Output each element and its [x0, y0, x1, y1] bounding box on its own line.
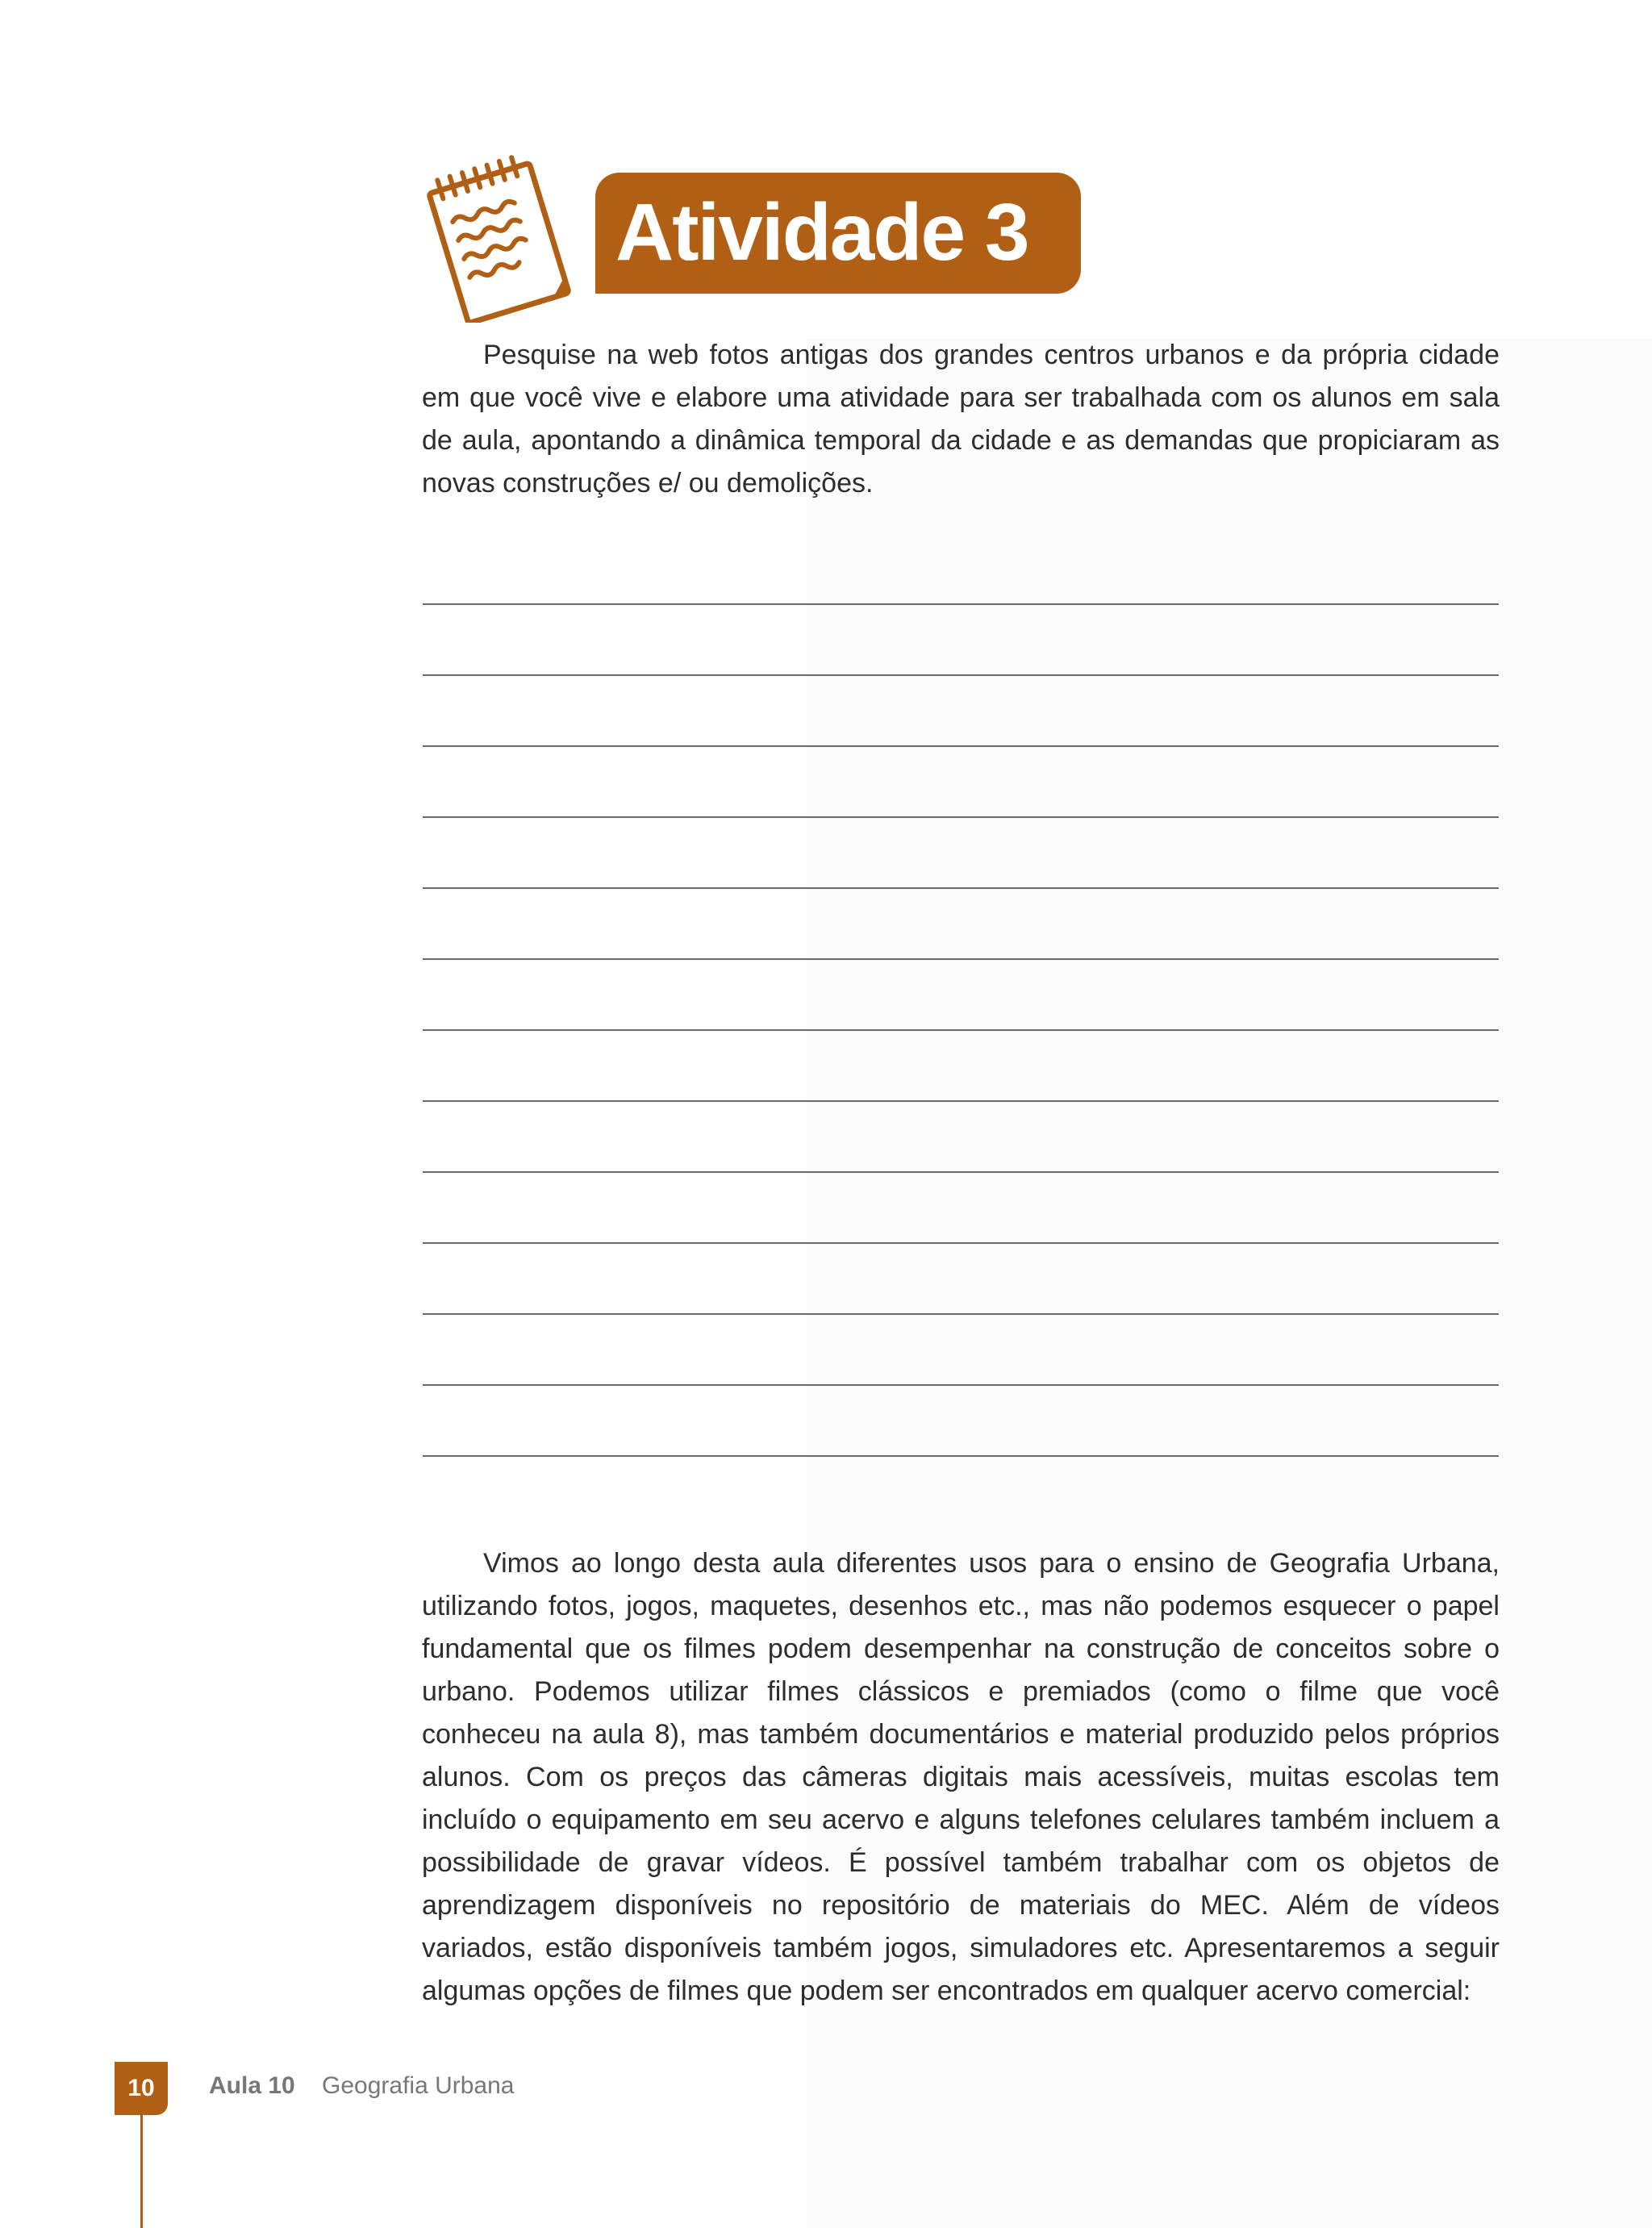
answer-line[interactable] — [423, 1242, 1499, 1244]
body-paragraph — [422, 1542, 1500, 2013]
answer-line[interactable] — [423, 1100, 1499, 1102]
answer-line[interactable] — [423, 1029, 1499, 1031]
activity-title: Atividade 3 — [615, 187, 1028, 277]
page-number: 10 — [115, 2062, 168, 2115]
activity-prompt — [422, 334, 1500, 505]
answer-line[interactable] — [423, 816, 1499, 818]
answer-line[interactable] — [423, 887, 1499, 889]
body-paragraph-text: Vimos ao longo desta aula diferentes usos para o ensino de Geografia Urbana, utilizando fotos, jogos, maquetes, desenhos etc., mas não podemos esquecer o papel fundamental que os filmes podem desempenhar na construção de conceitos sobre o urbano. Podemos utilizar filmes clássicos e premiados (como o filme que você conheceu na aula 8), mas também documentários e material produzido pelos próprios alunos. Com os preços das câmeras digitais mais acessíveis, muitas escolas tem incluído o equipamento em seu acervo e alguns telefones celulares também incluem a possibilidade de gravar vídeos. É possível também trabalhar com os objetos de aprendizagem disponíveis no repositório de materiais do MEC. Além de vídeos variados, estão disponíveis também jogos, simuladores etc. Apresentaremos a seguir algumas opções de filmes que podem ser encontrados em qualquer acervo comercial: — [422, 1548, 1500, 2006]
answer-line[interactable] — [423, 958, 1499, 960]
answer-line[interactable] — [423, 603, 1499, 605]
answer-line[interactable] — [423, 1455, 1499, 1457]
notepad-icon — [411, 145, 581, 323]
answer-line[interactable] — [423, 674, 1499, 676]
answer-line[interactable] — [423, 745, 1499, 747]
footer-subject: Geografia Urbana — [322, 2072, 515, 2099]
activity-prompt-text: Pesquise na web fotos antigas dos grandes centros urbanos e da própria cidade em que você vive e elabore uma atividade para ser trabalhada com os alunos em sala de aula, apontando a dinâmica temporal da cidade e as demandas que propiciaram as novas construções e/ ou demolições. — [422, 340, 1500, 499]
answer-line[interactable] — [423, 1313, 1499, 1315]
answer-line[interactable] — [423, 1171, 1499, 1173]
footer-lesson: Aula 10 — [209, 2072, 295, 2099]
answer-line[interactable] — [423, 1384, 1499, 1386]
